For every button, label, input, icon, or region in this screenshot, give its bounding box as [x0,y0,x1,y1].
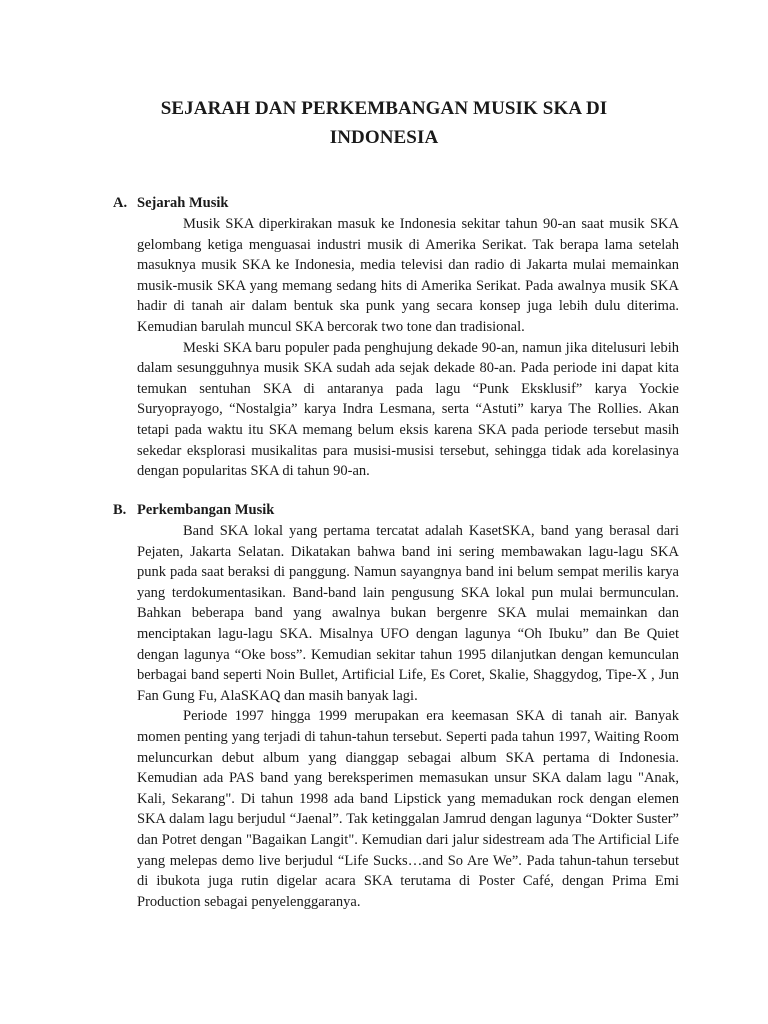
section-letter: A. [113,195,128,211]
paragraph: Periode 1997 hingga 1999 merupakan era keemasan SKA di tanah air. Banyak momen penting yang terjadi di tahun-tahun tersebut. Seperti pada tahun 1997, Waiting Room meluncurkan debut album yang dianggap sebagai album SKA pertama di Indonesia. Kemudian ada PAS band yang bereksperimen memasukan unsur SKA dalam lagu "Anak, Kali, Sekarang". Di tahun 1998 ada band Lipstick yang memadukan rock dengan elemen SKA dalam lagu berjudul “Jaenal”. Tak ketinggalan Jamrud dengan lagunya “Dokter Suster” dan Potret dengan "Bagaikan Langit". Kemudian dari jalur sidestream ada The Artificial Life yang melepas demo live berjudul “Life Sucks…and So Are We”. Pada tahun-tahun tersebut di ibukota juga rutin digelar acara SKA terutama di Poster Café, dengan Prima Emi Production sebagai penyelenggaranya. [137,708,679,910]
section-heading-text: Sejarah Musik [137,195,229,211]
section-heading [113,193,679,214]
section-sejarah-musik [113,193,679,482]
section-letter: B. [113,502,127,518]
paragraph: Meski SKA baru populer pada penghujung dekade 90-an, namun jika ditelusuri lebih dalam sesungguhnya musik SKA sudah ada sejak dekade 80-an. Pada periode ini dapat kita temukan sentuhan SKA di antaranya pada lagu “Punk Eksklusif” karya Yockie Suryoprayogo, “Nostalgia” karya Indra Lesmana, serta “Astuti” karya The Rollies. Akan tetapi pada waktu itu SKA memang belum eksis karena SKA pada periode tersebut masih sekedar eksplorasi musikalitas para musisi-musisi tersebut, sehingga tidak ada korelasinya dengan popularitas SKA di tahun 90-an. [137,339,679,480]
page-title: SEJARAH DAN PERKEMBANGAN MUSIK SKA DI INDONESIA [160,98,608,148]
paragraph: Musik SKA diperkirakan masuk ke Indonesia sekitar tahun 90-an saat musik SKA gelombang ketiga menguasai industri musik di Amerika Serikat. Tak berapa lama setelah masuknya musik SKA ke Indonesia, media televisi dan radio di Jakarta mulai memainkan musik-musik SKA yang memang sedang hits di Amerika Serikat. Pada awalnya musik SKA hadir di tanah air dalam bentuk ska punk yang secara konsep juga lebih dulu diterima. Kemudian barulah muncul SKA bercorak two tone dan tradisional. [137,216,679,335]
paragraph: Band SKA lokal yang pertama tercatat adalah KasetSKA, band yang berasal dari Pejaten, Jakarta Selatan. Dikatakan bahwa band ini sering membawakan lagu-lagu SKA punk pada saat beraksi di panggung. Namun sayangnya band ini belum sempat merilis karya yang terdokumentasikan. Band-band lain pengusung SKA lokal pun mulai bermunculan. Bahkan beberapa band yang awalnya bukan bergenre SKA mulai memainkan dan menciptakan lagu-lagu SKA. Misalnya UFO dengan lagunya “Oh Ibuku” dan Be Quiet dengan lagunya “Oke boss”. Kemudian sekitar tahun 1995 dilanjutkan dengan kemunculan berbagai band seperti Noin Bullet, Artificial Life, Es Coret, Skalie, Shaggydog, Tipe-X , Jun Fan Gung Fu, AlaSKAQ dan masih banyak lagi. [137,523,679,704]
section-heading-text: Perkembangan Musik [137,502,275,518]
section-heading [113,500,679,521]
section-perkembangan-musik [113,500,679,912]
